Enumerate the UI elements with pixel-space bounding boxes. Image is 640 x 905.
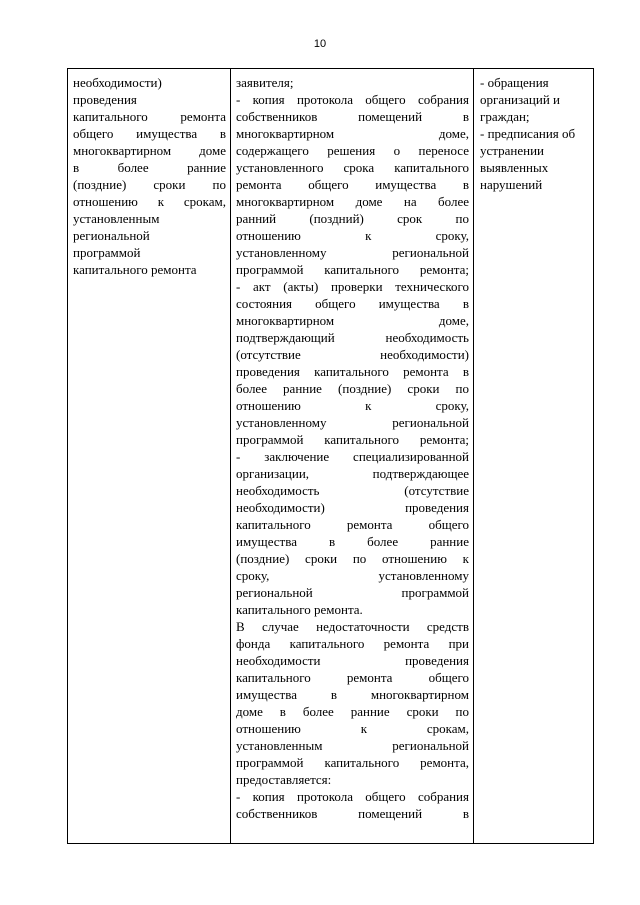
text-line: капитального ремонта общего [236,517,469,532]
text-line: отношению к срокам, [236,721,469,736]
text-line: в более ранние [73,160,226,175]
text-line: имущества в более ранние [236,534,469,549]
table-cell-criteria [68,69,231,843]
text-line: более ранние (поздние) сроки по [236,381,469,396]
text-line: выявленных [480,160,549,175]
text-line: заявителя; [236,75,294,90]
text-line: установленному региональной [236,245,469,260]
text-line: установленным [73,211,160,226]
text-line: граждан; [480,109,530,124]
text-line: установленного срока капитального [236,160,469,175]
text-line: многоквартирном доме, [236,313,469,328]
text-line: - акт (акты) проверки технического [236,279,469,294]
text-line: нарушений [480,177,543,192]
text-line: - обращения [480,75,549,90]
page-number: 10 [313,38,327,50]
text-line: программой капитального ремонта, [236,755,469,770]
text-line: региональной программой [236,585,469,600]
text-line: - копия протокола общего собрания [236,92,469,107]
text-line: сроку, установленному [236,568,469,583]
text-line: многоквартирном доме на более [236,194,469,209]
text-line: многоквартирном доме, [236,126,469,141]
text-line: капитального ремонта. [236,602,363,617]
table-cell-grounds [475,69,593,843]
text-line: капитального ремонта [73,109,226,124]
text-line: необходимости проведения [236,653,469,668]
text-line: организации, подтверждающее [236,466,469,481]
text-line: установленным региональной [236,738,469,753]
text-line: собственников помещений в [236,109,469,124]
text-line: отношению к сроку, [236,398,469,413]
text-line: программой [73,245,141,260]
text-line: (поздние) сроки по отношению к [236,551,469,566]
text-line: В случае недостаточности средств [236,619,469,634]
text-line: - заключение специализированной [236,449,469,464]
text-line: содержащего решения о переносе [236,143,469,158]
text-line: состояния общего имущества в [236,296,469,311]
text-line: имущества в многоквартирном [236,687,469,702]
text-line: программой капитального ремонта; [236,432,469,447]
text-line: - копия протокола общего собрания [236,789,469,804]
text-line: (поздние) сроки по [73,177,226,192]
text-line: ремонта общего имущества в [236,177,469,192]
text-line: установленному региональной [236,415,469,430]
text-line: доме в более ранние сроки по [236,704,469,719]
text-line: подтверждающий необходимость [236,330,469,345]
text-line: капитального ремонта [73,262,197,277]
text-line: организаций и [480,92,560,107]
text-line: капитального ремонта общего [236,670,469,685]
table-cell-documents [231,69,474,843]
text-line: необходимость (отсутствие [236,483,469,498]
document-table [67,68,594,844]
text-line: (отсутствие необходимости) [236,347,469,362]
text-line: устранении [480,143,544,158]
text-line: отношению к сроку, [236,228,469,243]
text-line: отношению к срокам, [73,194,226,209]
text-line: необходимости) [73,75,162,90]
text-line: собственников помещений в [236,806,469,821]
text-line: многоквартирном доме [73,143,226,158]
text-line: программой капитального ремонта; [236,262,469,277]
text-line: региональной [73,228,150,243]
text-line: необходимости) проведения [236,500,469,515]
text-line: фонда капитального ремонта при [236,636,469,651]
text-line: проведения капитального ремонта в [236,364,469,379]
text-line: ранний (поздний) срок по [236,211,469,226]
text-line: проведения [73,92,137,107]
text-line: предоставляется: [236,772,332,787]
text-line: общего имущества в [73,126,226,141]
text-line: - предписания об [480,126,576,141]
